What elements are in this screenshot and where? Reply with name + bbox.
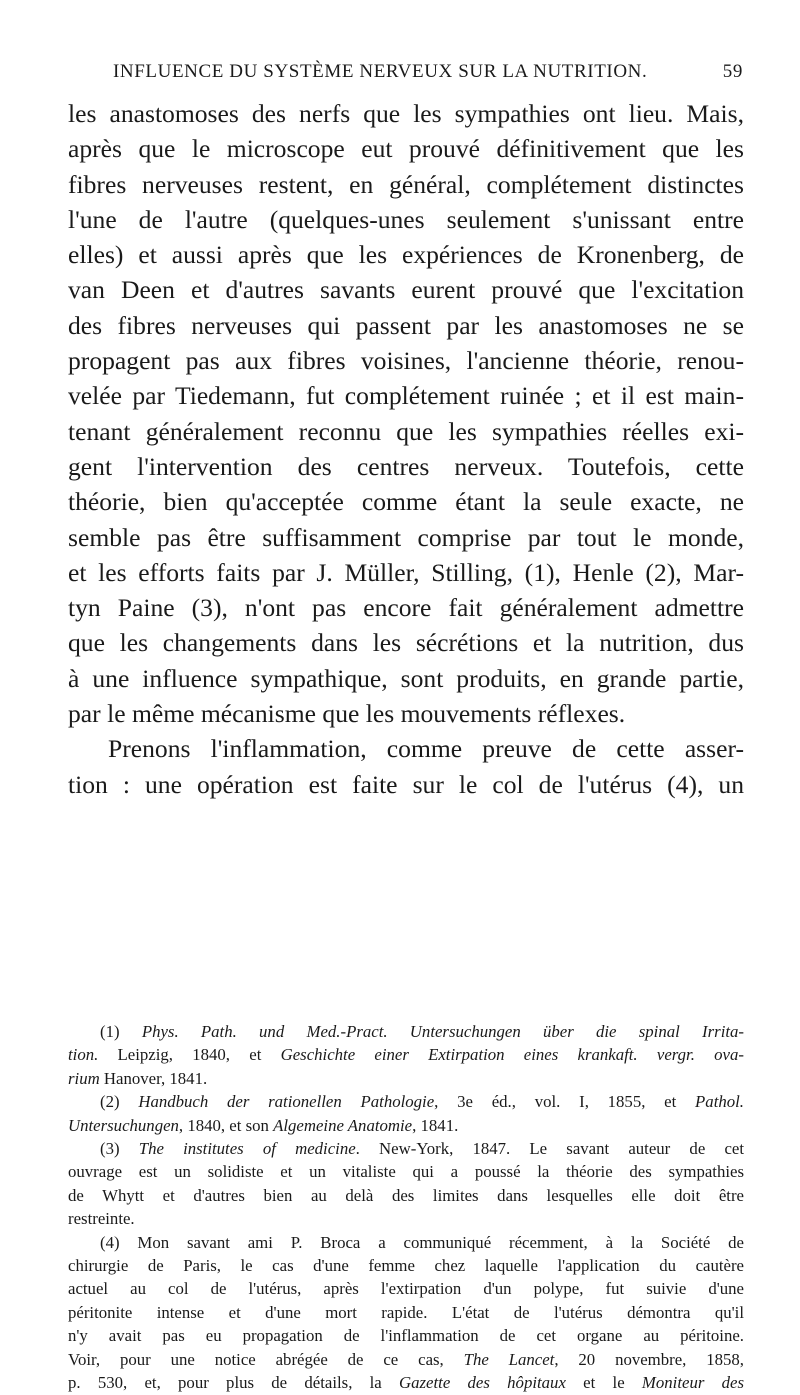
- footnote-segment: , 1840, et son: [178, 1115, 274, 1135]
- footnote-line: [68, 1277, 744, 1300]
- body-line: tenant généralement reconnu que les sympathies réelles exi-: [68, 416, 744, 446]
- body-line: fibres nerveuses restent, en général, complétement distinctes: [68, 169, 744, 199]
- footnote-line: [68, 1324, 744, 1347]
- body-text: [68, 96, 744, 802]
- footnote-segment: , 3e éd., vol. I, 1855, et: [434, 1092, 696, 1112]
- body-line: après que le microscope eut prouvé définitivement que les: [68, 134, 744, 164]
- footnote-segment: Handbuch der rationellen Pathologie: [138, 1092, 435, 1112]
- body-line: l'une de l'autre (quelques-unes seulement s'unissant entre: [68, 204, 744, 234]
- footnote-line: [68, 1043, 744, 1066]
- footnote-segment: rium: [68, 1068, 100, 1088]
- footnote-line: [68, 1348, 744, 1371]
- footnote-segment: ouvrage est un solidiste et un vitaliste qui a poussé la théorie des sympathies: [68, 1162, 744, 1182]
- footnote-line: [68, 1184, 744, 1207]
- footnote-segment: The Lancet: [463, 1349, 555, 1369]
- footnote-segment: Hanover, 1841.: [99, 1068, 208, 1088]
- body-line: propagent pas aux fibres voisines, l'ancienne théorie, renou-: [68, 346, 744, 376]
- footnote-segment: de Whytt et d'autres bien au delà des limites dans lesquelles elle doit être: [68, 1185, 744, 1205]
- footnote-segment: Algemeine Anatomie: [273, 1115, 413, 1135]
- footnote-segment: Geschichte einer Extirpation eines krankaft. vergr. ova-: [280, 1045, 744, 1065]
- footnote-line: [68, 1160, 744, 1183]
- footnote-segment: Moniteur des: [641, 1373, 744, 1393]
- footnote-segment: (1): [100, 1022, 142, 1041]
- footnote-segment: , 20 novembre, 1858,: [554, 1349, 744, 1369]
- footnote-segment: The institutes of medicine: [138, 1139, 356, 1159]
- body-line: elles) et aussi après que les expériences de Kronenberg, de: [68, 240, 744, 270]
- footnote-line: [68, 1067, 744, 1090]
- footnote-segment: Gazette des hôpitaux: [399, 1373, 566, 1393]
- body-line: par le même mécanisme que les mouvements réflexes.: [68, 699, 626, 729]
- body-line: théorie, bien qu'acceptée comme étant la seule exacte, ne: [68, 487, 744, 517]
- body-line: semble pas être suffisamment comprise par tout le monde,: [68, 522, 744, 552]
- footnote-line: [68, 1371, 744, 1394]
- footnote-line: [68, 1020, 744, 1043]
- body-line: van Deen et d'autres savants eurent prouvé que l'excitation: [68, 275, 744, 305]
- footnote-segment: tion.: [68, 1045, 99, 1065]
- footnote-line: [68, 1090, 744, 1113]
- body-line: que les changements dans les sécrétions et la nutrition, dus: [68, 628, 744, 658]
- body-line: tion : une opération est faite sur le col de l'utérus (4), un: [68, 769, 744, 799]
- body-line: les anastomoses des nerfs que les sympathies ont lieu. Mais,: [68, 99, 744, 128]
- footnote-segment: actuel au col de l'utérus, après l'extirpation d'un polype, fut suivie d'une: [68, 1279, 744, 1299]
- footnote-line: [68, 1207, 744, 1230]
- body-line: velée par Tiedemann, fut complétement ruinée ; et il est main-: [68, 381, 744, 411]
- body-line: tyn Paine (3), n'ont pas encore fait généralement admettre: [68, 593, 744, 623]
- footnote-line: [68, 1231, 744, 1254]
- footnote-segment: Pathol.: [695, 1092, 744, 1112]
- footnote-segment: et le: [565, 1373, 642, 1393]
- footnote-line: [68, 1114, 744, 1137]
- footnote-segment: Untersuchungen: [68, 1115, 179, 1135]
- body-line: Prenons l'inflammation, comme preuve de cette asser-: [108, 734, 744, 764]
- footnotes: [68, 1020, 744, 1395]
- footnote-segment: chirurgie de Paris, le cas d'une femme chez laquelle l'application du cautère: [68, 1256, 744, 1276]
- running-title: INFLUENCE DU SYSTÈME NERVEUX SUR LA NUTRITION.: [113, 61, 648, 82]
- footnote-segment: Voir, pour une notice abrégée de ce cas,: [68, 1349, 464, 1369]
- body-line: et les efforts faits par J. Müller, Stilling, (1), Henle (2), Mar-: [68, 557, 744, 587]
- body-line: gent l'intervention des centres nerveux. Toutefois, cette: [68, 451, 744, 481]
- footnote-segment: (4) Mon savant ami P. Broca a communiqué récemment, à la Société de: [100, 1232, 744, 1252]
- footnote-line: [68, 1254, 744, 1277]
- footnote-line: [68, 1137, 744, 1160]
- footnote-segment: péritonite intense et d'une mort rapide. L'état de l'utérus démontra qu'il: [68, 1302, 744, 1322]
- footnote-segment: n'y avait pas eu propagation de l'inflammation de cet organe au péritoine.: [68, 1326, 744, 1346]
- footnote-segment: , 1841.: [412, 1115, 459, 1135]
- footnote-segment: restreinte.: [68, 1209, 135, 1229]
- footnote-segment: p. 530, et, pour plus de détails, la: [68, 1373, 400, 1393]
- footnote-segment: . New-York, 1847. Le savant auteur de cet: [355, 1139, 745, 1159]
- footnote-segment: Phys. Path. und Med.-Pract. Untersuchungen über die spinal Irrita-: [141, 1022, 744, 1041]
- footnote-segment: Leipzig, 1840, et: [98, 1045, 281, 1065]
- page-number: 59: [722, 61, 743, 82]
- running-header: [113, 61, 743, 83]
- footnote-segment: (3): [100, 1139, 139, 1159]
- body-line: des fibres nerveuses qui passent par les anastomoses ne se: [68, 310, 744, 340]
- footnote-line: [68, 1301, 744, 1324]
- footnote-segment: (2): [100, 1092, 139, 1112]
- body-line: à une influence sympathique, sont produits, en grande partie,: [68, 663, 744, 693]
